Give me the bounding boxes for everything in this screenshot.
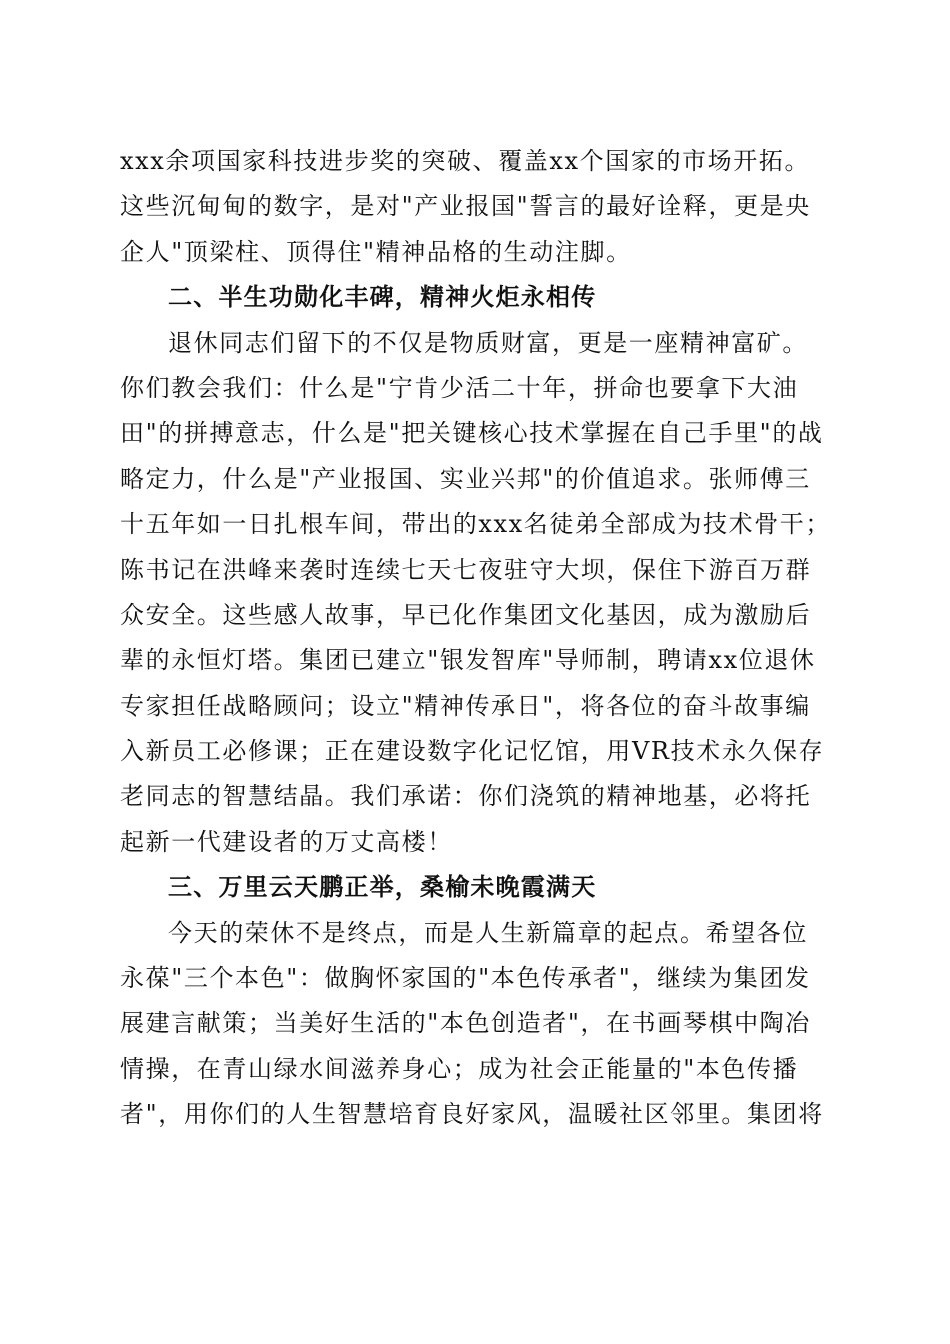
paragraph-line: 这些沉甸甸的数字，是对"产业报国"誓言的最好诠释，更是央 — [120, 192, 811, 221]
section-heading-3: 三、万里云天鹏正举，桑榆未晚霞满天 — [168, 873, 597, 902]
paragraph-line: 企人"顶梁柱、顶得住"精神品格的生动注脚。 — [120, 237, 632, 266]
paragraph-line: 入新员工必修课；正在建设数字化记忆馆，用VR技术永久保存 — [120, 737, 825, 766]
paragraph-line: 十五年如一日扎根车间，带出的xxx名徒弟全部成为技术骨干； — [120, 510, 832, 539]
section-2-paragraph — [120, 321, 830, 866]
paragraph-line: 专家担任战略顾问；设立"精神传承日"，将各位的奋斗故事编 — [120, 691, 811, 720]
paragraph-line: 众安全。这些感人故事，早已化作集团文化基因，成为激励后 — [120, 600, 812, 629]
paragraph-line: 者"，用你们的人生智慧培育良好家风，温暖社区邻里。集团将 — [120, 1100, 824, 1129]
intro-paragraph — [120, 139, 830, 275]
paragraph-line: 略定力，什么是"产业报国、实业兴邦"的价值追求。张师傅三 — [120, 464, 811, 493]
section-3-paragraph — [120, 911, 830, 1138]
paragraph-line: 情操，在青山绿水间滋养身心；成为社会正能量的"本色传播 — [120, 1054, 799, 1083]
paragraph-line: 永葆"三个本色"：做胸怀家国的"本色传承者"，继续为集团发 — [120, 964, 811, 993]
paragraph-line: 今天的荣休不是终点，而是人生新篇章的起点。希望各位 — [168, 918, 808, 947]
paragraph-line: 田"的拼搏意志，什么是"把关键核心技术掌握在自己手里"的战 — [120, 419, 824, 448]
document-body — [120, 139, 830, 1138]
paragraph-line: 老同志的智慧结晶。我们承诺：你们浇筑的精神地基，必将托 — [120, 782, 812, 811]
paragraph-line: xxx余项国家科技进步奖的突破、覆盖xx个国家的市场开拓。 — [120, 147, 811, 175]
paragraph-line: 陈书记在洪峰来袭时连续七天七夜驻守大坝，保住下游百万群 — [120, 555, 812, 584]
paragraph-line: 退休同志们留下的不仅是物质财富，更是一座精神富矿。 — [168, 328, 808, 357]
paragraph-line: 辈的永恒灯塔。集团已建立"银发智库"导师制，聘请xx位退休 — [120, 646, 816, 675]
paragraph-line: 你们教会我们：什么是"宁肯少活二十年，拼命也要拿下大油 — [120, 373, 799, 402]
section-heading-2: 二、半生功勋化丰碑，精神火炬永相传 — [168, 283, 597, 312]
paragraph-line: 展建言献策；当美好生活的"本色创造者"，在书画琴棋中陶冶 — [120, 1009, 811, 1038]
paragraph-line: 起新一代建设者的万丈高楼！ — [120, 827, 453, 856]
